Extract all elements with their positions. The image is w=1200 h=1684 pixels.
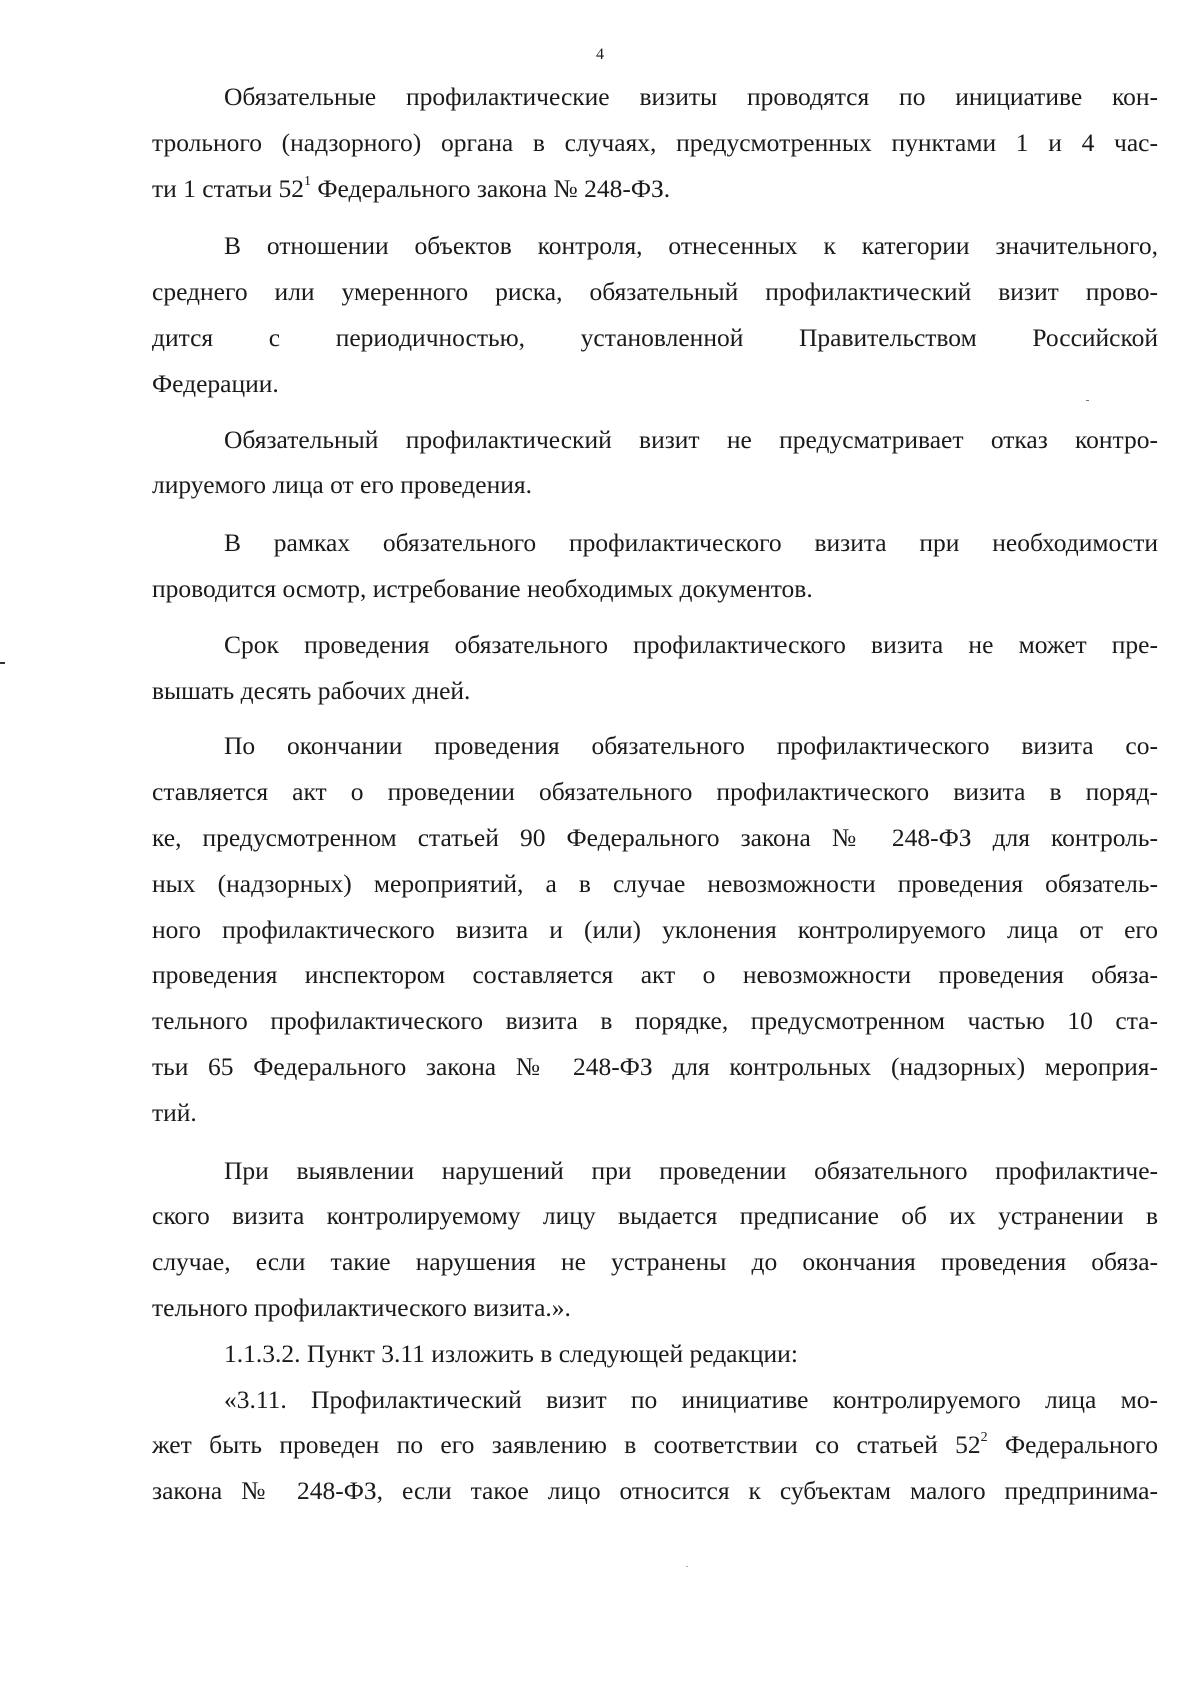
text-line: тий. [152,1097,197,1127]
paragraph [152,1148,1158,1331]
text-line: среднего или умеренного риска, обязательный профилактический визит прово- [152,277,1158,307]
paragraph [152,1377,1158,1514]
text-line: Срок проведения обязательного профилактического визита не может пре- [224,629,1158,659]
text-line: проводится осмотр, истребование необходимых документов. [152,573,813,603]
text-line: случае, если такие нарушения не устранены до окончания проведения обяза- [152,1247,1158,1277]
text-line: «3.11. Профилактический визит по инициативе контролируемого лица мо- [224,1384,1158,1414]
text-line: В отношении объектов контроля, отнесенных к категории значительного, [224,231,1158,261]
scan-artifact [686,1566,688,1567]
text-fragment: Федерального закона № 248-ФЗ. [317,173,671,203]
paragraph [152,723,1158,1135]
text-line: ных (надзорных) мероприятий, а в случае невозможности проведения обязатель- [152,868,1158,898]
text-line [152,1422,1158,1468]
paragraph [152,74,1158,211]
text-line: В рамках обязательного профилактического визита при необходимости [224,528,1158,558]
text-fragment: жет быть проведен по его заявлению в соответствии со статьей 52 [152,1430,981,1460]
paragraph [152,417,1158,509]
text-line: ного профилактического визита и (или) уклонения контролируемого лица от его [152,914,1158,944]
text-line: вышать десять рабочих дней. [152,675,471,705]
page-number: 4 [596,46,604,63]
text-line: По окончании проведения обязательного профилактического визита со- [224,731,1158,761]
paragraph [152,622,1158,714]
text-line: дится с периодичностью, установленной Правительством Российской [152,322,1158,352]
superscript: 2 [980,1430,988,1446]
paragraph [152,1331,1158,1377]
text-line: Федерации. [152,368,279,398]
text-line: тельного профилактического визита.». [152,1292,571,1322]
text-line: ке, предусмотренном статьей 90 Федерального закона № 248-ФЗ для контроль- [152,822,1158,852]
text-line: лируемого лица от его проведения. [152,470,532,500]
text-line: закона № 248-ФЗ, если такое лицо относится к субъектам малого предпринима- [152,1476,1158,1506]
document-body [152,74,1158,1514]
text-line: ского визита контролируемому лицу выдается предписание об их устранении в [152,1201,1158,1231]
text-line: Обязательный профилактический визит не предусматривает отказ контро- [224,424,1158,454]
text-line: 1.1.3.2. Пункт 3.11 изложить в следующей редакции: [224,1338,798,1368]
text-line: проведения инспектором составляется акт о невозможности проведения обяза- [152,960,1158,990]
text-line [152,166,1158,212]
text-line: При выявлении нарушений при проведении обязательного профилактиче- [224,1155,1158,1185]
text-line: тьи 65 Федерального закона № 248-ФЗ для контрольных (надзорных) мероприя- [152,1051,1158,1081]
text-fragment: ти 1 статьи 52 [152,173,305,203]
text-line: тельного профилактического визита в порядке, предусмотренном частью 10 ста- [152,1006,1158,1036]
text-line: ставляется акт о проведении обязательного профилактического визита в поряд- [152,777,1158,807]
text-line: трольного (надзорного) органа в случаях, предусмотренных пунктами 1 и 4 час- [152,127,1158,157]
paragraph [152,520,1158,612]
text-line: Обязательные профилактические визиты проводятся по инициативе кон- [224,82,1158,111]
scan-artifact [0,662,5,664]
text-fragment: Федерального [1004,1430,1159,1460]
superscript: 1 [304,173,312,189]
paragraph [152,223,1158,406]
